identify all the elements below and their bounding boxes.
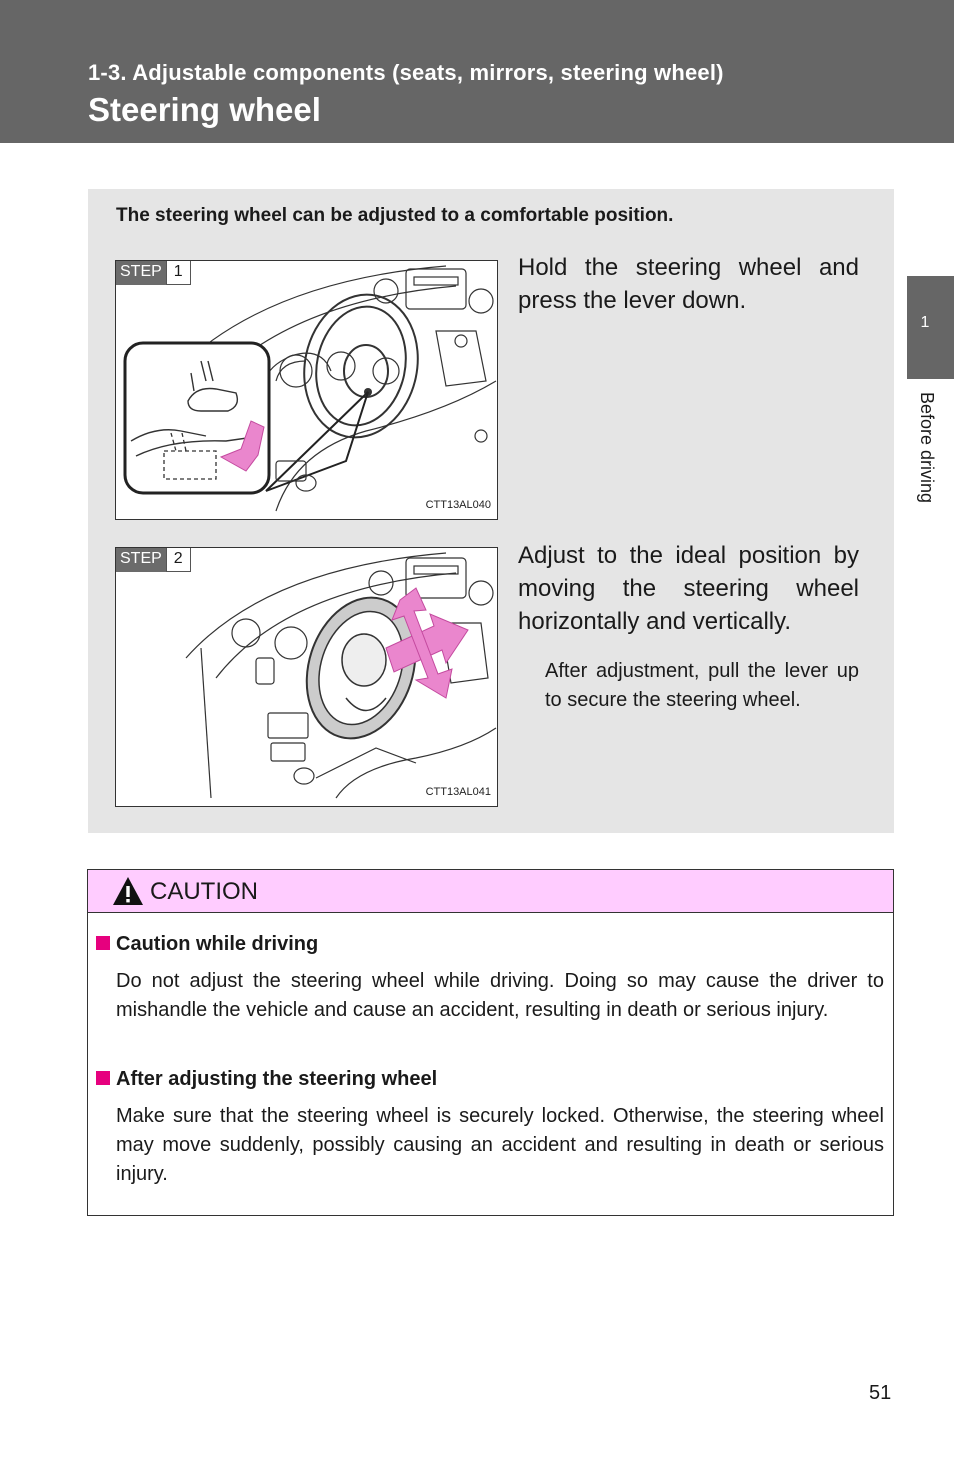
caution-box bbox=[87, 869, 894, 1216]
step-badge bbox=[116, 261, 191, 285]
chapter-tab bbox=[907, 276, 954, 379]
intro-text: The steering wheel can be adjusted to a comfortable position. bbox=[116, 205, 674, 226]
step-2-note: After adjustment, pull the lever up to secure the steering wheel. bbox=[545, 660, 859, 711]
step-badge-number: 2 bbox=[166, 548, 191, 572]
step-badge bbox=[116, 548, 191, 572]
caution-item-title bbox=[96, 933, 318, 956]
square-bullet-icon bbox=[96, 936, 110, 950]
section-heading: 1-3. Adjustable components (seats, mirrors, steering wheel) bbox=[88, 60, 724, 85]
caution-item-title-text: After adjusting the steering wheel bbox=[116, 1068, 438, 1090]
step-2-illustration bbox=[115, 547, 498, 807]
page-number: 51 bbox=[869, 1382, 892, 1404]
figure-code: CTT13AL041 bbox=[425, 786, 491, 798]
page-header bbox=[0, 0, 954, 143]
square-bullet-icon bbox=[96, 1071, 110, 1085]
steering-adjustment-drawing bbox=[116, 548, 498, 807]
caution-item-title-text: Caution while driving bbox=[116, 933, 319, 955]
step-2-text: Adjust to the ideal position by moving the steering wheel horizontally and vertically. bbox=[518, 542, 859, 635]
step-1-text: Hold the steering wheel and press the lever down. bbox=[518, 254, 859, 314]
step-badge-word: STEP bbox=[116, 261, 166, 285]
page-title: Steering wheel bbox=[88, 91, 321, 128]
caution-label: CAUTION bbox=[150, 878, 258, 905]
step-badge-word: STEP bbox=[116, 548, 166, 572]
caution-header bbox=[88, 870, 893, 913]
chapter-number: 1 bbox=[920, 314, 930, 331]
warning-triangle-icon bbox=[111, 875, 145, 907]
caution-item-body: Make sure that the steering wheel is securely locked. Otherwise, the steering wheel may move suddenly, possibly causing an accident and resulting in death or serious injury. bbox=[116, 1105, 884, 1185]
dashboard-lever-drawing bbox=[116, 261, 498, 520]
step-1-illustration bbox=[115, 260, 498, 520]
figure-code: CTT13AL040 bbox=[425, 499, 491, 511]
caution-item-title bbox=[96, 1068, 437, 1091]
chapter-label: Before driving bbox=[917, 392, 937, 504]
step-badge-number: 1 bbox=[166, 261, 191, 285]
caution-item-body: Do not adjust the steering wheel while driving. Doing so may cause the driver to mishandle the vehicle and cause an accident, resulting in death or serious injury. bbox=[116, 970, 884, 1021]
